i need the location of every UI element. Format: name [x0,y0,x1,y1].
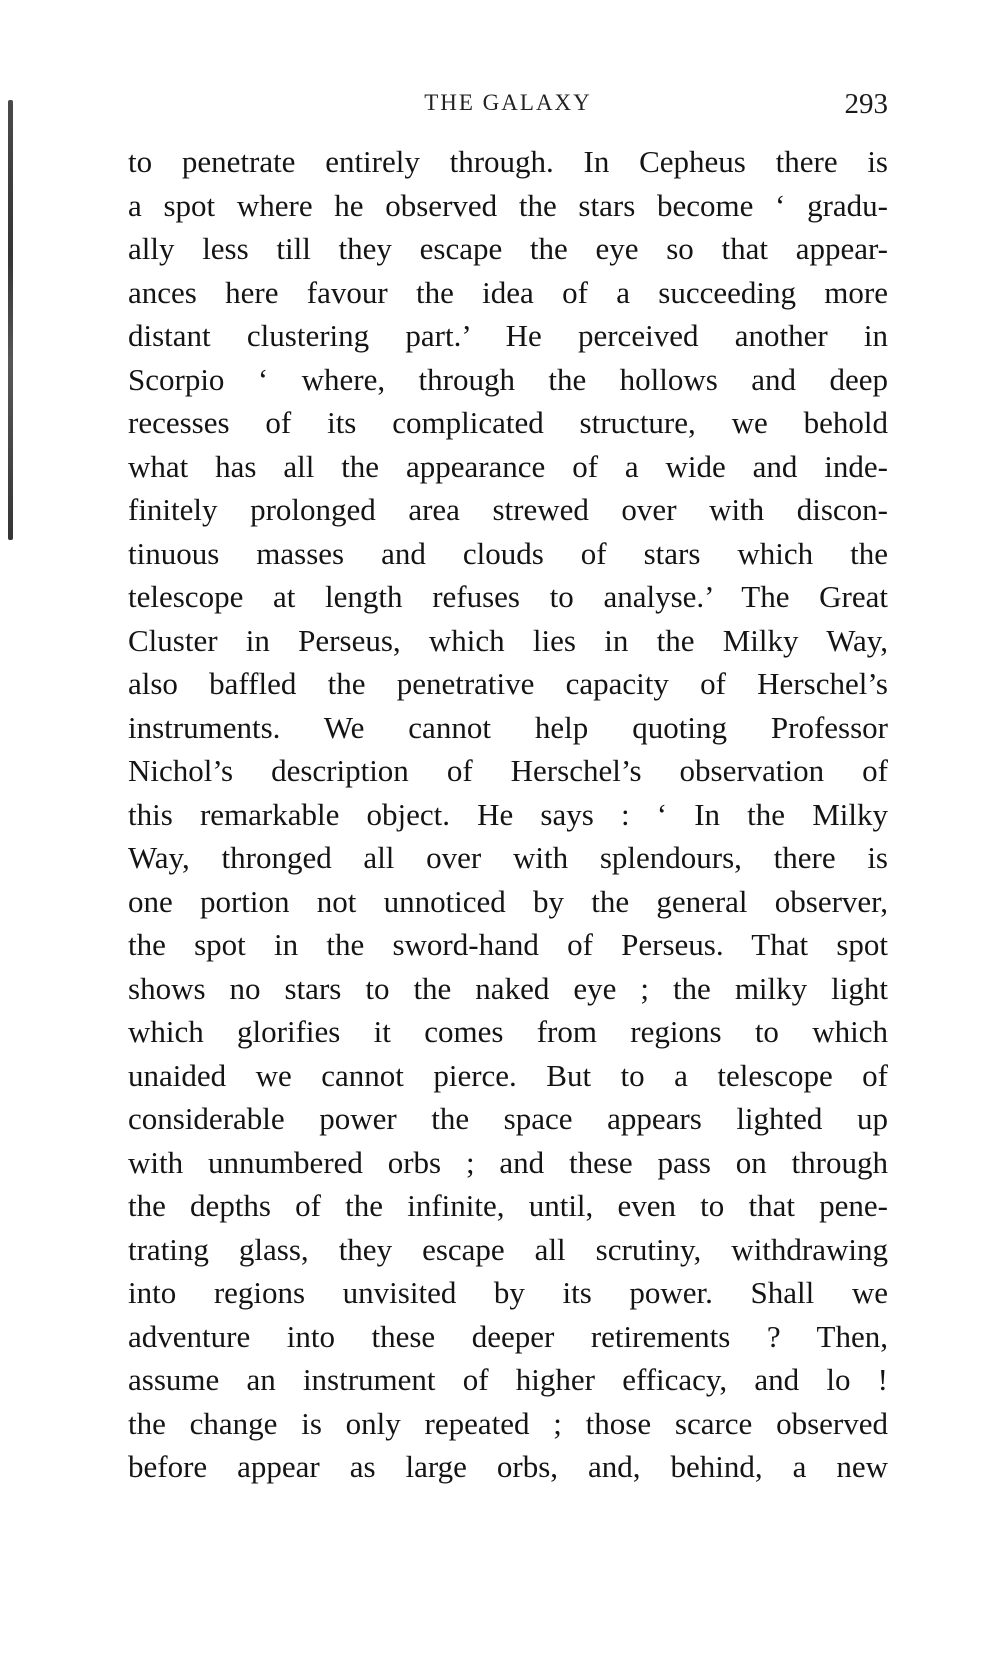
body-text [128,140,888,1489]
running-title: THE GALAXY [424,90,592,115]
text-line: considerable power the space appears lighted up [128,1101,888,1136]
text-line: trating glass, they escape all scrutiny, withdrawing [128,1231,888,1267]
text-line: which glorifies it comes from regions to which [128,1014,888,1049]
text-line: assume an instrument of higher efficacy, and lo ! [128,1362,888,1397]
text-line: distant clustering part.’ He perceived another in [128,318,888,353]
page-header [128,90,888,130]
text-line: telescope at length refuses to analyse.’ The Great [128,579,888,614]
text-line: unaided we cannot pierce. But to a telescope of [128,1057,888,1093]
text-line: the change is only repeated ; those scarce observed [128,1405,888,1441]
page-number: 293 [844,88,888,120]
text-line: this remarkable object. He says : ‘ In the Milky [128,796,888,832]
text-line: Nichol’s description of Herschel’s observation of [128,753,888,788]
text-line: the depths of the infinite, until, even to that pene- [128,1188,888,1223]
text-line: also baffled the penetrative capacity of Herschel’s [128,666,888,701]
binding-shadow [8,100,13,540]
text-line: recesses of its complicated structure, we behold [128,405,888,440]
text-line: Way, thronged all over with splendours, there is [128,840,888,875]
text-line: to penetrate entirely through. In Cepheus there is [128,144,888,179]
text-line: what has all the appearance of a wide and inde- [128,448,888,484]
text-line: tinuous masses and clouds of stars which the [128,535,888,571]
text-line: instruments. We cannot help quoting Professor [128,709,888,745]
text-line: before appear as large orbs, and, behind, a new [128,1449,888,1484]
text-line: Scorpio ‘ where, through the hollows and deep [128,361,888,397]
text-line: into regions unvisited by its power. Shall we [128,1275,888,1310]
text-line: Cluster in Perseus, which lies in the Milky Way, [128,622,888,658]
text-line: shows no stars to the naked eye ; the milky light [128,970,888,1006]
text-line: finitely prolonged area strewed over with discon- [128,492,888,527]
text-line: adventure into these deeper retirements ? Then, [128,1318,888,1354]
text-line: one portion not unnoticed by the general observer, [128,883,888,919]
text-line: a spot where he observed the stars become ‘ gradu- [128,187,888,223]
text-line: with unnumbered orbs ; and these pass on through [128,1144,888,1180]
text-line: the spot in the sword-hand of Perseus. That spot [128,927,888,962]
text-line: ances here favour the idea of a succeeding more [128,274,888,310]
text-line: ally less till they escape the eye so that appear- [128,231,888,266]
